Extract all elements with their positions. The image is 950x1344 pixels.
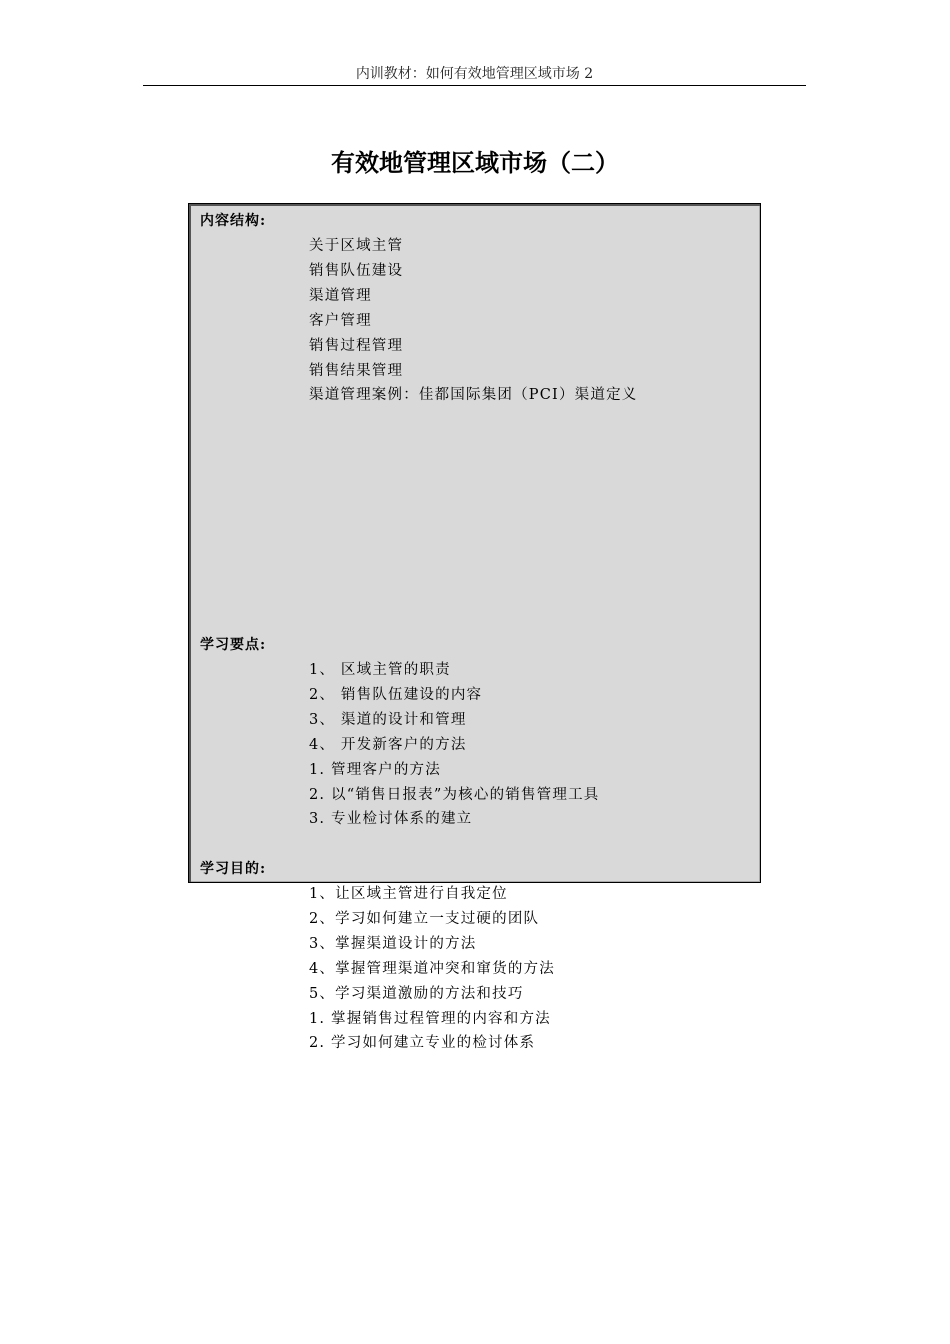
list-item: 渠道管理 (309, 287, 372, 304)
objectives-list (309, 882, 555, 1056)
list-item: 3、掌握渠道设计的方法 (309, 935, 477, 952)
list-item: 5、学习渠道激励的方法和技巧 (309, 985, 524, 1002)
list-item: 2、 销售队伍建设的内容 (309, 686, 483, 703)
list-item: 1、 区域主管的职责 (309, 662, 451, 678)
key-points-list (309, 658, 599, 832)
list-item: 渠道管理案例：佳都国际集团（PCI）渠道定义 (309, 387, 638, 404)
document-title: 有效地管理区域市场（二） (331, 149, 619, 177)
list-item: 2. 学习如何建立专业的检讨体系 (309, 1035, 536, 1052)
key-points-heading: 学习要点: (200, 637, 267, 653)
list-item: 1. 管理客户的方法 (309, 761, 441, 778)
list-item: 销售队伍建设 (309, 262, 404, 279)
list-item: 关于区域主管 (309, 238, 404, 254)
objectives-heading: 学习目的: (200, 861, 267, 877)
list-item: 1. 掌握销售过程管理的内容和方法 (309, 1010, 551, 1027)
list-item: 销售过程管理 (309, 337, 404, 354)
content-structure-heading: 内容结构: (200, 213, 267, 229)
list-item: 2. 以“销售日报表”为核心的销售管理工具 (309, 786, 600, 803)
list-item: 3、 渠道的设计和管理 (309, 711, 467, 728)
list-item: 4、 开发新客户的方法 (309, 736, 467, 753)
list-item: 销售结果管理 (309, 362, 404, 379)
list-item: 3. 专业检讨体系的建立 (309, 811, 473, 828)
content-box (188, 203, 761, 1052)
content-structure-list (309, 234, 637, 408)
list-item: 1、让区域主管进行自我定位 (309, 886, 508, 902)
list-item: 4、掌握管理渠道冲突和窜货的方法 (309, 960, 555, 977)
list-item: 2、学习如何建立一支过硬的团队 (309, 910, 540, 927)
running-header: 内训教材：如何有效地管理区域市场 2 (143, 64, 806, 86)
list-item: 客户管理 (309, 312, 372, 329)
